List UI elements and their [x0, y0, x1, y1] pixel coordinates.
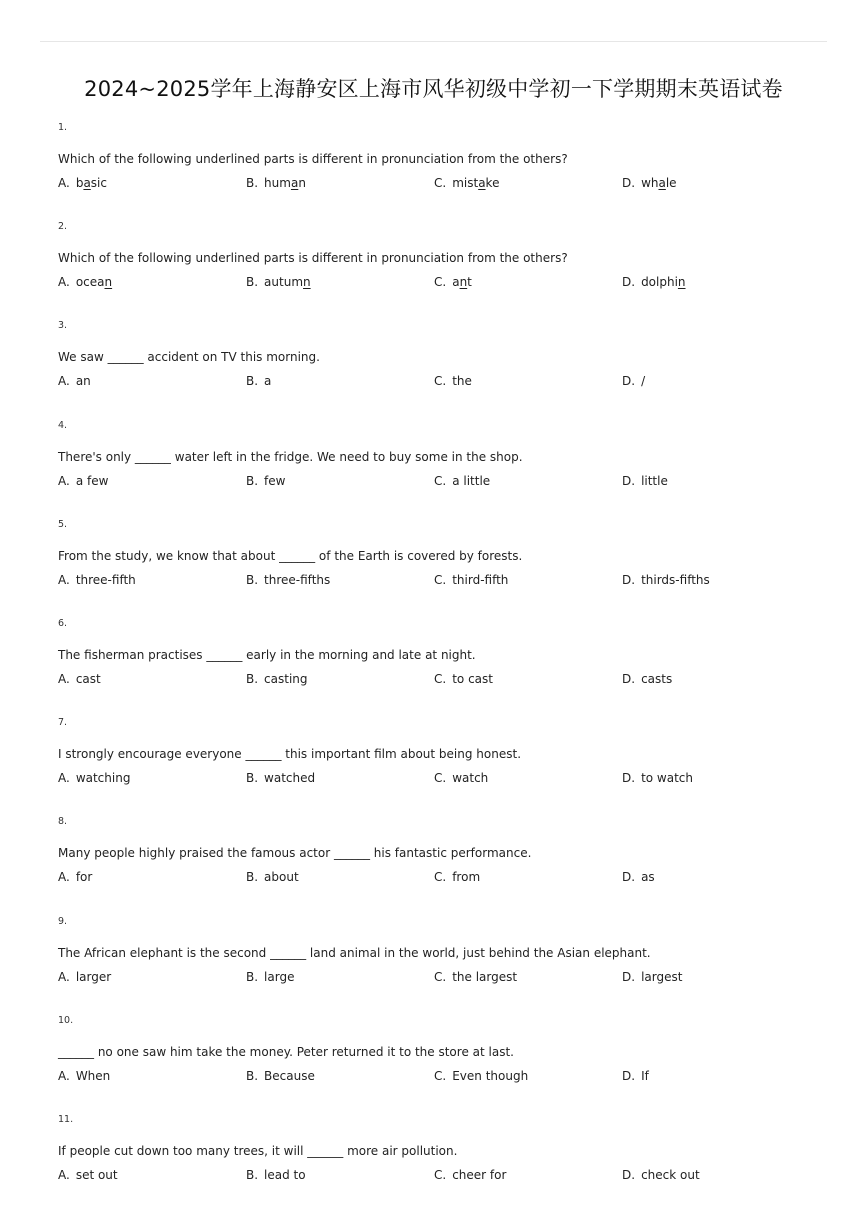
- option-letter: A.: [58, 672, 70, 686]
- question-number: 3.: [58, 320, 68, 332]
- option-letter: A.: [58, 473, 70, 488]
- option-letter: C.: [434, 771, 447, 786]
- option-text: set out: [75, 1168, 118, 1182]
- question-3: [58, 320, 838, 389]
- option-c[interactable]: [434, 473, 490, 489]
- question-text: Which of the following underlined parts is different in pronunciation from the others?: [58, 152, 568, 166]
- option-c[interactable]: [434, 969, 517, 985]
- question-text: Which of the following underlined parts is different in pronunciation from the others?: [58, 251, 568, 266]
- option-letter: C.: [434, 870, 447, 885]
- option-b[interactable]: [246, 1167, 306, 1183]
- option-letter: C.: [434, 176, 447, 190]
- option-letter: A.: [58, 1068, 70, 1083]
- option-letter: A.: [58, 176, 70, 190]
- option-letter: B.: [246, 672, 259, 686]
- question-number: 9.: [58, 915, 68, 927]
- option-c[interactable]: [434, 1068, 528, 1084]
- option-text: three-fifth: [75, 572, 136, 587]
- option-d[interactable]: [622, 1068, 649, 1084]
- option-text: check out: [641, 1168, 700, 1182]
- option-c[interactable]: [434, 869, 480, 885]
- option-text: wh: [641, 176, 659, 190]
- option-text: a: [264, 374, 272, 389]
- option-b[interactable]: [246, 473, 285, 489]
- option-text: mist: [452, 176, 479, 190]
- option-letter: C.: [434, 1068, 447, 1083]
- option-letter: D.: [622, 1168, 636, 1182]
- option-letter: B.: [246, 473, 259, 488]
- option-letter: C.: [434, 572, 447, 587]
- option-text: If: [641, 1068, 649, 1083]
- answer-options: [58, 770, 838, 786]
- option-underlined-part: n: [459, 275, 468, 290]
- option-text: an: [75, 374, 91, 389]
- option-text: three-fifths: [264, 572, 331, 587]
- option-letter: D.: [622, 275, 636, 290]
- option-text: from: [452, 870, 481, 885]
- question-number: 4.: [58, 419, 68, 431]
- option-letter: C.: [434, 374, 447, 389]
- option-b[interactable]: [246, 1068, 315, 1084]
- option-letter: B.: [246, 275, 259, 290]
- option-d[interactable]: [622, 473, 668, 489]
- option-d[interactable]: [622, 274, 686, 290]
- option-text: watching: [75, 771, 131, 786]
- option-text: autum: [264, 275, 304, 290]
- option-d[interactable]: [622, 869, 655, 885]
- option-d[interactable]: [622, 175, 677, 191]
- option-text: When: [75, 1068, 111, 1083]
- option-letter: A.: [58, 870, 70, 885]
- answer-options: [58, 671, 838, 687]
- question-number: 2.: [58, 221, 68, 233]
- option-c[interactable]: [434, 1167, 506, 1183]
- answer-options: [58, 869, 838, 885]
- option-text: little: [641, 473, 668, 488]
- option-a[interactable]: [58, 671, 101, 687]
- answer-options: [58, 373, 838, 389]
- option-a[interactable]: [58, 274, 112, 290]
- answer-options: [58, 1167, 838, 1183]
- option-underlined-part: a: [658, 176, 666, 190]
- option-letter: D.: [622, 176, 636, 190]
- option-letter: D.: [622, 870, 636, 885]
- page-title: 2024~2025学年上海静安区上海市风华初级中学初一下学期期末英语试卷: [84, 77, 783, 101]
- option-text: watched: [264, 771, 316, 786]
- option-underlined-part: n: [677, 275, 686, 290]
- option-text: casts: [641, 672, 673, 686]
- question-9: [58, 916, 838, 985]
- question-number: 8.: [58, 816, 68, 828]
- answer-options: [58, 969, 838, 985]
- question-6: [58, 618, 838, 687]
- question-text: I strongly encourage everyone ______ this important film about being honest.: [58, 747, 522, 762]
- option-text: largest: [641, 969, 683, 984]
- option-text: the: [452, 374, 472, 389]
- option-text: /: [641, 374, 646, 389]
- option-a[interactable]: [58, 969, 111, 985]
- option-text: a little: [452, 473, 491, 488]
- option-letter: B.: [246, 374, 259, 389]
- option-text: a: [452, 275, 460, 290]
- option-text: dolphi: [641, 275, 678, 290]
- answer-options: [58, 1068, 838, 1084]
- option-letter: D.: [622, 473, 636, 488]
- question-2: [58, 221, 838, 290]
- option-text: third-fifth: [452, 572, 509, 587]
- option-letter: C.: [434, 275, 447, 290]
- question-text: The fisherman practises ______ early in the morning and late at night.: [58, 648, 476, 662]
- option-letter: D.: [622, 771, 636, 786]
- answer-options: [58, 473, 838, 489]
- option-text: the largest: [452, 969, 518, 984]
- option-letter: D.: [622, 374, 636, 389]
- option-letter: C.: [434, 1168, 447, 1182]
- option-b[interactable]: [246, 572, 330, 588]
- option-text: hum: [264, 176, 291, 190]
- question-11: [58, 1114, 838, 1183]
- option-b[interactable]: [246, 671, 308, 687]
- option-letter: C.: [434, 672, 447, 686]
- option-text: thirds-fifths: [641, 572, 710, 587]
- option-text: cheer for: [452, 1168, 507, 1182]
- option-letter: D.: [622, 1068, 636, 1083]
- option-letter: D.: [622, 572, 636, 587]
- question-number: 10.: [58, 1014, 74, 1026]
- option-letter: B.: [246, 1068, 259, 1083]
- option-letter: A.: [58, 771, 70, 786]
- option-a[interactable]: [58, 175, 107, 191]
- option-text-rest: sic: [90, 176, 107, 190]
- question-text: There's only ______ water left in the fridge. We need to buy some in the shop.: [58, 449, 523, 464]
- option-letter: C.: [434, 473, 447, 488]
- question-8: [58, 816, 838, 885]
- option-letter: B.: [246, 870, 259, 885]
- question-number: 1.: [58, 122, 68, 133]
- option-a[interactable]: [58, 869, 92, 885]
- answer-options: [58, 274, 838, 290]
- option-b[interactable]: [246, 869, 299, 885]
- option-b[interactable]: [246, 373, 271, 389]
- option-c[interactable]: [434, 373, 472, 389]
- option-text-rest: t: [467, 275, 472, 290]
- option-letter: B.: [246, 969, 259, 984]
- question-number: 6.: [58, 618, 68, 629]
- option-c[interactable]: [434, 770, 488, 786]
- option-b[interactable]: [246, 770, 315, 786]
- question-number: 11.: [58, 1114, 74, 1125]
- option-text: casting: [264, 672, 308, 686]
- option-d[interactable]: [622, 969, 682, 985]
- option-text: b: [75, 176, 84, 190]
- option-letter: B.: [246, 1168, 259, 1182]
- option-text-rest: le: [665, 176, 677, 190]
- question-number: 5.: [58, 518, 68, 530]
- option-b[interactable]: [246, 969, 294, 985]
- option-text: cast: [75, 672, 101, 686]
- option-d[interactable]: [622, 1167, 700, 1183]
- option-letter: D.: [622, 672, 636, 686]
- question-text: We saw ______ accident on TV this morning.: [58, 350, 320, 365]
- option-a[interactable]: [58, 770, 130, 786]
- option-a[interactable]: [58, 473, 108, 489]
- option-text: for: [75, 870, 93, 885]
- option-letter: A.: [58, 969, 70, 984]
- option-d[interactable]: [622, 373, 645, 389]
- option-text: to cast: [452, 672, 493, 686]
- option-letter: C.: [434, 969, 447, 984]
- option-d[interactable]: [622, 671, 672, 687]
- option-a[interactable]: [58, 373, 91, 389]
- header-divider: [40, 41, 827, 42]
- option-d[interactable]: [622, 572, 710, 588]
- option-letter: D.: [622, 969, 636, 984]
- option-text-rest: ke: [485, 176, 500, 190]
- option-letter: A.: [58, 572, 70, 587]
- option-d[interactable]: [622, 770, 693, 786]
- option-c[interactable]: [434, 274, 472, 290]
- option-a[interactable]: [58, 1068, 110, 1084]
- option-c[interactable]: [434, 175, 499, 191]
- option-text: large: [264, 969, 295, 984]
- option-underlined-part: n: [303, 275, 311, 290]
- question-1: [58, 122, 838, 191]
- option-text: Because: [264, 1068, 315, 1083]
- option-c[interactable]: [434, 572, 508, 588]
- option-a[interactable]: [58, 1167, 118, 1183]
- option-text: lead to: [264, 1168, 306, 1182]
- option-letter: B.: [246, 572, 259, 587]
- option-letter: A.: [58, 374, 70, 389]
- option-text: few: [264, 473, 286, 488]
- question-10: [58, 1015, 838, 1084]
- option-a[interactable]: [58, 572, 136, 588]
- option-c[interactable]: [434, 671, 493, 687]
- question-text: ______ no one saw him take the money. Peter returned it to the store at last.: [58, 1044, 514, 1059]
- option-text: ocea: [75, 275, 105, 290]
- option-b[interactable]: [246, 274, 311, 290]
- option-letter: A.: [58, 275, 70, 290]
- option-b[interactable]: [246, 175, 306, 191]
- option-text: larger: [75, 969, 112, 984]
- question-text: If people cut down too many trees, it will ______ more air pollution.: [58, 1144, 458, 1158]
- option-letter: B.: [246, 176, 259, 190]
- answer-options: [58, 175, 838, 191]
- question-4: [58, 420, 838, 489]
- option-text: as: [641, 870, 655, 885]
- option-text: a few: [75, 473, 109, 488]
- option-letter: A.: [58, 1168, 70, 1182]
- question-number: 7.: [58, 717, 68, 729]
- question-text: The African elephant is the second ______ land animal in the world, just behind the Asian elephant.: [58, 945, 651, 960]
- option-text: watch: [452, 771, 489, 786]
- option-underlined-part: a: [290, 176, 299, 190]
- question-text: From the study, we know that about ______ of the Earth is covered by forests.: [58, 548, 523, 563]
- option-underlined-part: a: [478, 176, 486, 190]
- answer-options: [58, 572, 838, 588]
- question-5: [58, 519, 838, 588]
- option-text: Even though: [452, 1068, 529, 1083]
- option-text: to watch: [641, 771, 693, 786]
- option-letter: B.: [246, 771, 259, 786]
- option-underlined-part: a: [83, 176, 91, 190]
- question-7: [58, 717, 838, 786]
- option-text: about: [264, 870, 299, 885]
- option-underlined-part: n: [104, 275, 113, 290]
- option-text-rest: n: [298, 176, 306, 190]
- question-text: Many people highly praised the famous actor ______ his fantastic performance.: [58, 846, 532, 861]
